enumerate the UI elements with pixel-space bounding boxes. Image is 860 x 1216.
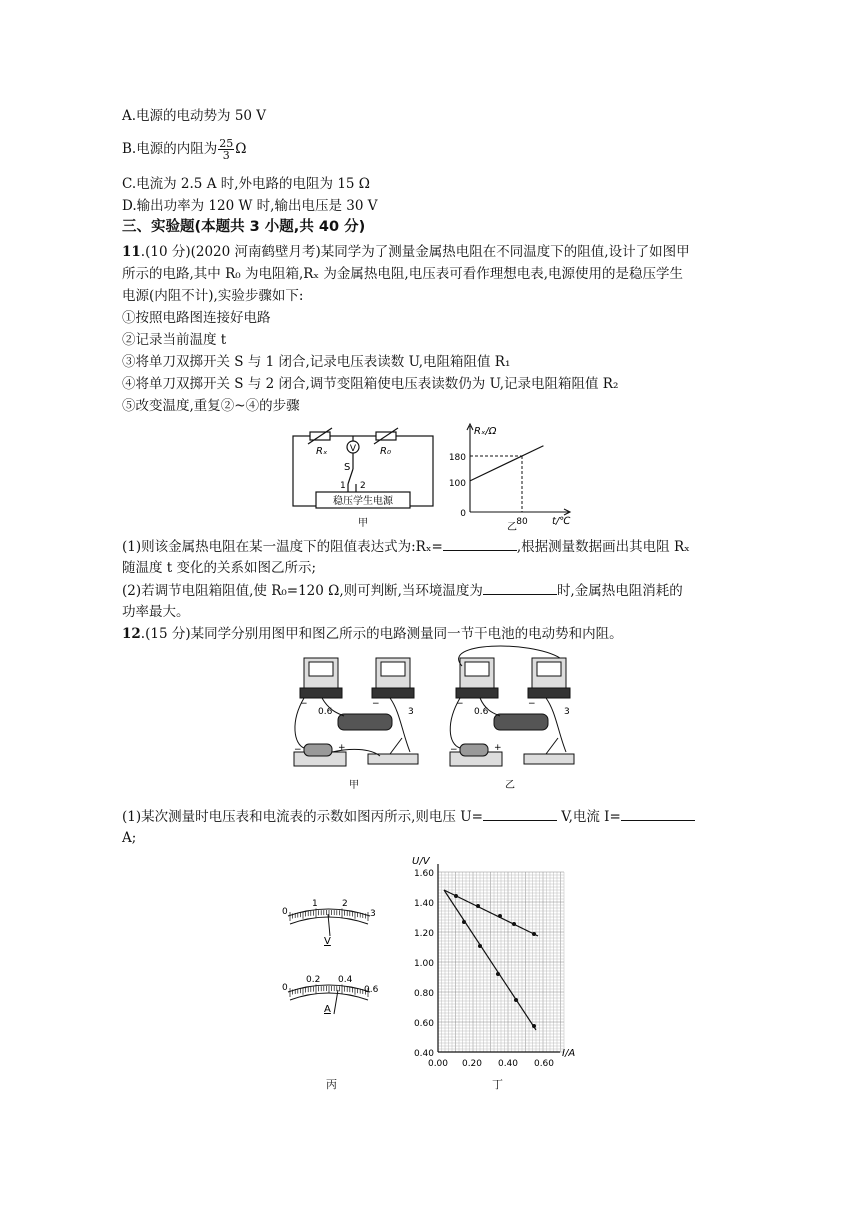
answer-blank-rx[interactable] [443, 536, 517, 551]
left-label-0.6: 0.6 [318, 707, 333, 717]
option-c: C.电流为 2.5 A 时,外电路的电阻为 15 Ω [122, 176, 370, 192]
right-label-0.6: 0.6 [474, 707, 489, 717]
meter-readings [278, 888, 388, 1015]
rx-label: Rₓ [316, 446, 328, 457]
a-tick-0.4: 0.4 [338, 975, 353, 985]
answer-blank-current[interactable] [621, 806, 695, 821]
v-tick-3: 3 [370, 909, 376, 919]
left-battery-minus: − [294, 745, 302, 755]
section-title: 三、实验题(本题共 3 小题,共 40 分) [122, 219, 366, 235]
rx-t-line [470, 446, 543, 481]
q11-part1-line1: (1)则该金属热电阻在某一温度下的阻值表达式为:Rₓ= ,根据测量数据画出其电阻 Rₓ [122, 536, 690, 557]
rt-tick-0: 0 [460, 509, 466, 519]
q11-part2-line1: (2)若调节电阻箱阻值,使 R₀=120 Ω,则可判断,当环境温度为 时,金属热电阻消耗的 [122, 580, 683, 601]
q12-part1-line1: (1)某次测量时电压表和电流表的示数如图丙所示,则电压 U= V,电流 I= [122, 806, 695, 827]
ui-ytick-0.60: 0.60 [413, 1019, 434, 1029]
answer-blank-temperature[interactable] [483, 580, 557, 595]
ui-xtick-0.00: 0.00 [427, 1059, 449, 1069]
ui-xtick-0.60: 0.60 [533, 1059, 555, 1069]
ui-xlabel: I/A [562, 1048, 576, 1059]
q12-number: 12 [122, 626, 141, 642]
q11-line1: 11.(10 分)(2020 河南鹤壁月考)某同学为了测量金属热电阻在不同温度下的阻值,设计了如图甲 [122, 244, 690, 260]
ui-ytick-1.00: 1.00 [413, 959, 434, 969]
ui-xtick-0.40: 0.40 [497, 1059, 519, 1069]
v-tick-2: 2 [342, 899, 348, 909]
circuit-caption: 甲 [358, 518, 368, 529]
ui-ytick-0.80: 0.80 [413, 989, 434, 999]
apparatus-caption-right: 乙 [505, 780, 515, 791]
ammeter-unit: A [324, 1004, 331, 1015]
q12-line1: 12.(15 分)某同学分别用图甲和图乙所示的电路测量同一节干电池的电动势和内阻。 [122, 626, 623, 642]
answer-blank-voltage[interactable] [483, 806, 557, 821]
rt-ylabel: Rₓ/Ω [474, 426, 497, 437]
q11-line3: 电源(内阻不计),实验步骤如下: [122, 288, 304, 304]
rt-xlabel: t/℃ [552, 516, 571, 527]
option-b-text: B.电源的内阻为 [122, 141, 218, 157]
q11-step4: ④将单刀双掷开关 S 与 2 闭合,调节变阻箱使电压表读数仍为 U,记录电阻箱阻值 R₂ [122, 376, 619, 392]
ui-ylabel: U/V [412, 856, 430, 867]
right-label-minus-1: − [456, 699, 464, 709]
u-i-graph [410, 852, 590, 1072]
option-a: A.电源的电动势为 50 V [122, 108, 267, 124]
ui-ytick-1.40: 1.40 [413, 899, 434, 909]
circuit-diagram [288, 424, 438, 534]
r0-label: R₀ [380, 446, 391, 457]
q11-step2: ②记录当前温度 t [122, 332, 227, 348]
ui-ytick-1.20: 1.20 [413, 929, 434, 939]
left-label-minus-2: − [372, 699, 380, 709]
option-b-unit: Ω [235, 141, 247, 157]
ui-ytick-1.60: 1.60 [413, 869, 434, 879]
q11-part2-line2: 功率最大。 [122, 604, 190, 620]
q11-number: 11 [122, 244, 141, 260]
q11-part1-line2: 随温度 t 变化的关系如图乙所示; [122, 560, 317, 576]
voltmeter-label: V [349, 444, 357, 454]
q11-step5: ⑤改变温度,重复②~④的步骤 [122, 398, 300, 414]
terminal-2: 2 [360, 481, 366, 491]
ui-ytick-0.40: 0.40 [413, 1049, 434, 1059]
meter-caption: 丙 [326, 1078, 337, 1091]
terminal-1: 1 [340, 481, 346, 491]
left-label-3: 3 [408, 707, 414, 717]
apparatus-caption-left: 甲 [349, 780, 359, 791]
right-battery-minus: − [450, 745, 458, 755]
power-supply-label: 稳压学生电源 [333, 496, 393, 507]
left-label-minus-1: − [300, 699, 308, 709]
rt-tick-80: 80 [516, 517, 528, 527]
v-tick-1: 1 [312, 899, 318, 909]
right-label-3: 3 [564, 707, 570, 717]
v-tick-0: 0 [282, 907, 288, 917]
right-battery-plus: + [494, 743, 502, 753]
switch-label: S [344, 462, 351, 473]
q11-step3: ③将单刀双掷开关 S 与 1 闭合,记录电压表读数 U,电阻箱阻值 R₁ [122, 354, 511, 370]
apparatus-figures [290, 652, 580, 792]
rt-tick-180: 180 [448, 453, 466, 463]
option-b [122, 136, 246, 162]
rt-caption: 乙 [507, 522, 517, 533]
option-b-fraction: $\frac{25}{3}$ [219, 137, 234, 162]
a-tick-0.2: 0.2 [306, 975, 321, 985]
a-tick-0.6: 0.6 [364, 985, 379, 995]
q12-part1-line2: A; [122, 830, 137, 846]
rx-t-graph [448, 420, 578, 532]
option-d: D.输出功率为 120 W 时,输出电压是 30 V [122, 198, 378, 214]
q11-line2: 所示的电路,其中 R₀ 为电阻箱,Rₓ 为金属热电阻,电压表可看作理想电表,电源使用的是稳压学生 [122, 266, 684, 282]
ui-graph-caption: 丁 [492, 1078, 503, 1091]
a-tick-0: 0 [282, 983, 288, 993]
right-label-minus-2: − [528, 699, 536, 709]
rt-tick-100: 100 [448, 479, 466, 489]
q11-step1: ①按照电路图连接好电路 [122, 310, 271, 326]
voltmeter-unit: V [324, 936, 331, 947]
ui-xtick-0.20: 0.20 [461, 1059, 483, 1069]
left-battery-plus: + [338, 743, 346, 753]
